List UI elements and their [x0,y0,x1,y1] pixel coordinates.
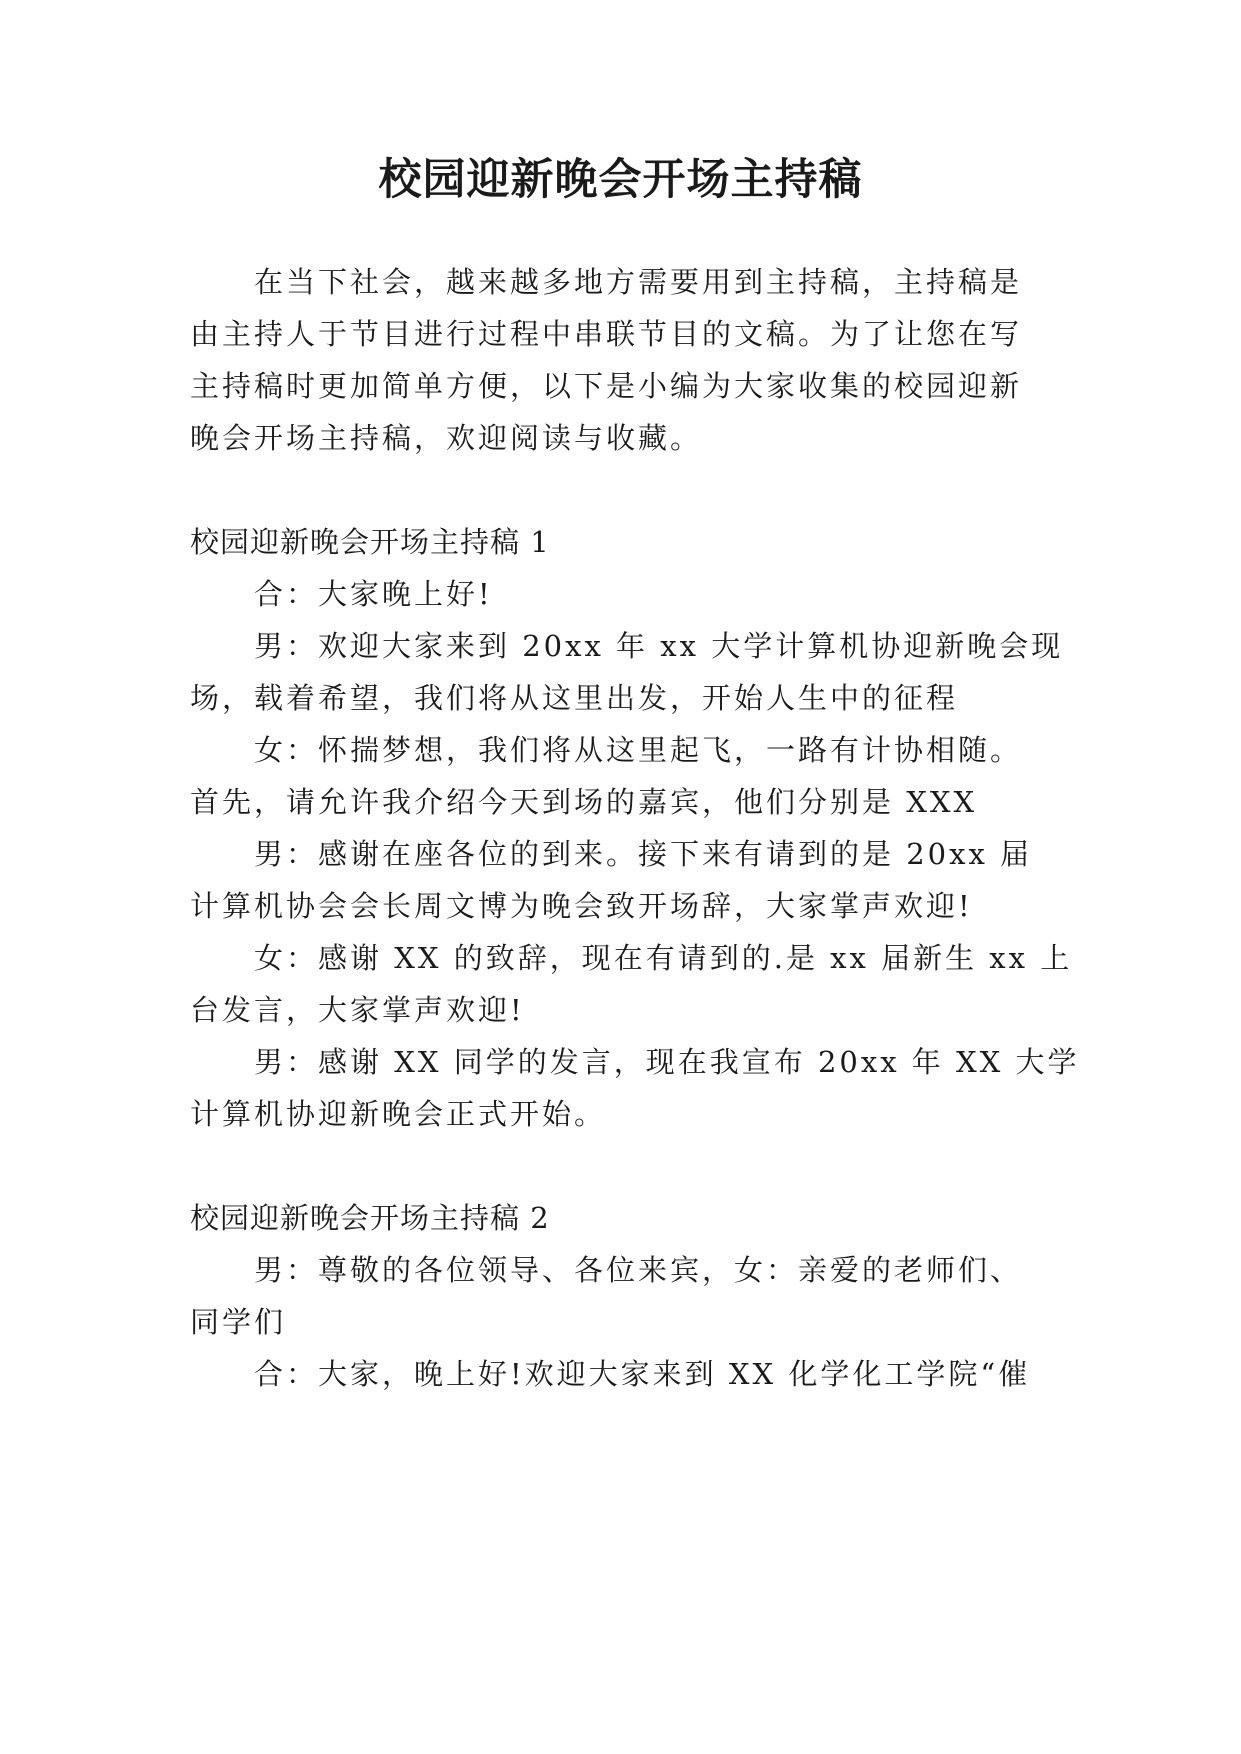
paragraph-line: 男：感谢 XX 同学的发言，现在我宣布 20xx 年 XX 大学 [254,1045,1080,1079]
paragraph-line: 男：尊敬的各位领导、各位来宾，女：亲爱的老师们、 [254,1253,1023,1287]
paragraph-line: 同学们 [190,1305,287,1339]
section-heading-1: 校园迎新晚会开场主持稿 1 [190,525,550,559]
paragraph-line: 男：感谢在座各位的到来。接下来有请到的是 20xx 届 [254,837,1033,871]
paragraph-line: 计算机协迎新晚会正式开始。 [190,1097,607,1131]
document-title: 校园迎新晚会开场主持稿 [378,155,863,205]
section-heading-2: 校园迎新晚会开场主持稿 2 [190,1201,550,1235]
paragraph-line: 合：大家，晚上好!欢迎大家来到 XX 化学化工学院“催 [254,1357,1031,1391]
paragraph-line: 首先，请允许我介绍今天到场的嘉宾，他们分别是 XXX [190,785,978,819]
paragraph-line: 计算机协会会长周文博为晚会致开场辞，大家掌声欢迎! [190,889,973,923]
intro-line-3: 主持稿时更加简单方便，以下是小编为大家收集的校园迎新 [190,369,1023,403]
paragraph-line: 场，载着希望，我们将从这里出发，开始人生中的征程 [190,681,959,715]
intro-line-4: 晚会开场主持稿，欢迎阅读与收藏。 [190,421,703,455]
intro-line-1: 在当下社会，越来越多地方需要用到主持稿，主持稿是 [254,265,1023,299]
paragraph-line: 台发言，大家掌声欢迎! [190,993,525,1027]
paragraph-line: 男：欢迎大家来到 20xx 年 xx 大学计算机协迎新晚会现 [254,629,1064,663]
intro-line-2: 由主持人于节目进行过程中串联节目的文稿。为了让您在写 [190,317,1023,351]
paragraph-line: 女：感谢 XX 的致辞，现在有请到的.是 xx 届新生 xx 上 [254,941,1073,975]
paragraph-line: 女：怀揣梦想，我们将从这里起飞，一路有计协相随。 [254,733,1023,767]
paragraph-line: 合：大家晚上好! [254,577,493,611]
